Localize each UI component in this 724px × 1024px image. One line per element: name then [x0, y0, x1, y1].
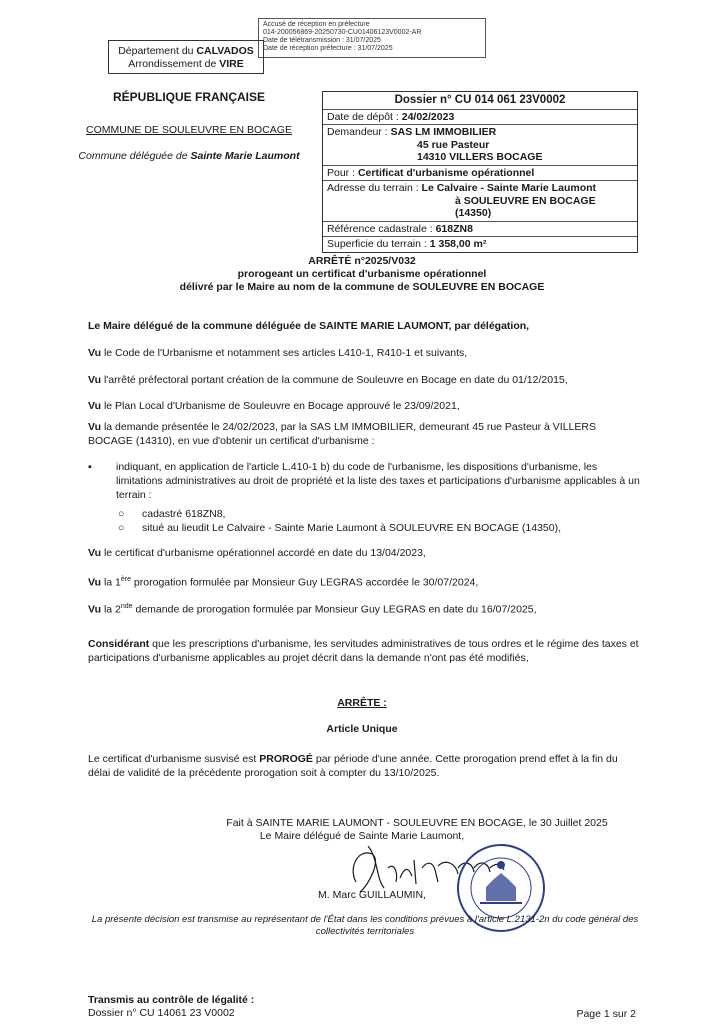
applicant-label: Demandeur :: [327, 126, 391, 138]
intro-paragraph: Le Maire délégué de la commune déléguée de SAINTE MARIE LAUMONT, par délégation,: [88, 320, 530, 332]
final-text: par période d'une année. Cette prorogation prend effet à la fin du délai de validité de la précédente prorogation soit à compter du 13/10/2025.: [88, 753, 618, 779]
cadastral-ref-row: [323, 221, 637, 237]
legality-title: Transmis au contrôle de légalité :: [88, 994, 255, 1006]
vu-keyword: Vu: [88, 421, 102, 433]
vu-keyword: Vu: [88, 374, 102, 386]
sub-text: cadastré 618ZN8,: [142, 508, 226, 520]
commune-name: COMMUNE DE SOULEUVRE EN BOCAGE: [86, 124, 292, 136]
purpose-row: [323, 165, 637, 181]
land-surface-value: 1 358,00 m²: [429, 238, 487, 250]
cadastral-ref-value: 618ZN8: [435, 222, 473, 235]
arrondissement-name: VIRE: [219, 58, 244, 70]
land-address-line1: Le Calvaire - Sainte Marie Laumont: [421, 182, 597, 194]
vu-paragraph: [88, 420, 640, 448]
circle-bullet-icon: ○: [118, 522, 125, 534]
vu-text: le Code de l'Urbanisme et notamment ses articles L410-1, R410-1 et suivants,: [103, 347, 468, 359]
decree-subtitle: prorogeant un certificat d'urbanisme opérationnel: [237, 268, 487, 280]
vu-superscript: nde: [120, 603, 133, 610]
issuer-header: [60, 90, 318, 162]
vu-text: le Plan Local d'Urbanisme de Souleuvre en Bocage approuvé le 23/09/2021,: [103, 400, 460, 412]
circle-bullet-icon: ○: [118, 508, 125, 520]
vu-paragraph: [88, 373, 640, 387]
considerant-paragraph: [88, 637, 640, 665]
applicant-name: SAS LM IMMOBILIER: [390, 126, 497, 138]
decree-title: [0, 255, 724, 294]
vu-paragraph: [88, 573, 640, 590]
vu-keyword: Vu: [88, 547, 102, 559]
decree-number: ARRÊTÉ n°2025/V032: [308, 255, 416, 267]
prefecture-reception-stamp: [258, 18, 486, 58]
considerant-keyword: Considérant: [88, 638, 150, 650]
cadastral-ref-label: Référence cadastrale :: [327, 222, 436, 235]
stamp-line: Date de télétransmission : 31/07/2025: [263, 37, 381, 44]
square-bullet-icon: ▪: [88, 461, 92, 473]
applicant-row: [323, 124, 637, 165]
bullet-text: indiquant, en application de l'article L.410-1 b) du code de l'urbanisme, les dispositions d'urbanisme, les limitations administratives au droit de propriété et la liste des taxes et participations d'urbanisme applicables à un terrain :: [116, 461, 640, 501]
bullet-list: [88, 460, 640, 502]
dossier-title: Dossier n° CU 014 061 23V0002: [394, 94, 566, 106]
sub-list: [118, 507, 561, 535]
delegated-prefix: Commune déléguée de: [78, 150, 191, 162]
vu-keyword: Vu: [88, 603, 102, 616]
land-address-label: Adresse du terrain :: [327, 182, 422, 194]
purpose-label: Pour :: [327, 166, 358, 179]
list-item: [88, 460, 640, 502]
land-surface-label: Superficie du terrain :: [327, 238, 430, 250]
decree-issuer: délivré par le Maire au nom de la commune de SOULEUVRE EN BOCAGE: [179, 281, 545, 293]
vu-text: demande de prorogation formulée par Monsieur Guy LEGRAS en date du 16/07/2025,: [132, 603, 537, 616]
vu-text: l'arrêté préfectoral portant création de la commune de Souleuvre en Bocage en date du 01/12/2015,: [103, 374, 568, 386]
vu-paragraph: [88, 346, 640, 360]
land-address-line2: à SOULEUVRE EN BOCAGE (14350): [455, 194, 596, 219]
republic-title: RÉPUBLIQUE FRANÇAISE: [112, 90, 265, 104]
applicant-street: 45 rue Pasteur: [417, 138, 490, 151]
dossier-box: [322, 91, 638, 253]
vu-paragraph: [88, 600, 640, 617]
deposit-date-row: [323, 109, 637, 125]
deposit-date-label: Date de dépôt :: [327, 110, 402, 123]
land-surface-row: [323, 236, 637, 252]
department-name: CALVADOS: [196, 45, 254, 57]
considerant-text: que les prescriptions d'urbanisme, les servitudes administratives de tous ordres et le régime des taxes et participations d'urbanisme applicables au projet décrit dans la demande n'ont pas été modifiés,: [88, 638, 639, 664]
vu-text: la 1: [103, 576, 121, 589]
purpose-value: Certificat d'urbanisme opérationnel: [357, 166, 535, 179]
footer: [88, 994, 254, 1020]
transmission-note: La présente décision est transmise au représentant de l'État dans les conditions prévues à l'article L.2131-2n du code général des collectivités territoriales: [91, 914, 639, 937]
delegated-name: Sainte Marie Laumont: [190, 150, 300, 162]
vu-keyword: Vu: [88, 347, 102, 359]
arrondissement-prefix: Arrondissement de: [128, 58, 220, 70]
department-prefix: Département du: [118, 45, 197, 57]
vu-paragraph: [88, 546, 640, 560]
list-item: [118, 507, 561, 521]
delegated-commune: [60, 150, 318, 162]
stamp-line: Date de réception préfecture : 31/07/2025: [263, 45, 393, 52]
arrondissement-line: [109, 58, 263, 71]
vu-text: prorogation formulée par Monsieur Guy LEGRAS accordée le 30/07/2024,: [131, 576, 479, 589]
vu-keyword: Vu: [88, 576, 102, 589]
vu-text: la 2: [103, 603, 121, 616]
article-heading: Article Unique: [326, 723, 398, 735]
final-text: Le certificat d'urbanisme susvisé est: [88, 753, 260, 765]
department-line: [109, 45, 263, 58]
final-paragraph: [88, 752, 640, 780]
arrete-heading: ARRÊTE :: [337, 697, 387, 709]
list-item: [118, 521, 561, 535]
vu-superscript: ère: [120, 576, 132, 583]
department-box: [108, 40, 264, 74]
stamp-line: 014-200056869-20250730-CU01406123V0002-AR: [263, 29, 422, 36]
footer-dossier: Dossier n° CU 14061 23 V0002: [88, 1007, 235, 1019]
signature-role: Le Maire délégué de Sainte Marie Laumont,: [259, 830, 465, 842]
applicant-city: 14310 VILLERS BOCAGE: [417, 151, 543, 163]
signatory-name: M. Marc GUILLAUMIN,: [318, 889, 426, 901]
vu-text: le certificat d'urbanisme opérationnel accordé en date du 13/04/2023,: [103, 547, 426, 559]
deposit-date-value: 24/02/2023: [401, 110, 455, 123]
page-number: Page 1 sur 2: [576, 1008, 636, 1020]
signature-place-date: Fait à SAINTE MARIE LAUMONT - SOULEUVRE EN BOCAGE, le 30 Juillet 2025: [226, 817, 608, 829]
final-keyword: PROROGÉ: [259, 753, 313, 765]
vu-keyword: Vu: [88, 400, 102, 412]
vu-text: la demande présentée le 24/02/2023, par la SAS LM IMMOBILIER, demeurant 45 rue Pasteur à VILLERS BOCAGE (14310), en vue d'obtenir un certificat d'urbanisme :: [88, 421, 596, 447]
signatory: [0, 889, 724, 902]
vu-paragraph: [88, 399, 640, 413]
land-address-row: [323, 180, 637, 221]
stamp-line: Accusé de réception en préfecture: [263, 21, 370, 28]
sub-text: situé au lieudit Le Calvaire - Sainte Marie Laumont à SOULEUVRE EN BOCAGE (14350),: [142, 522, 562, 534]
